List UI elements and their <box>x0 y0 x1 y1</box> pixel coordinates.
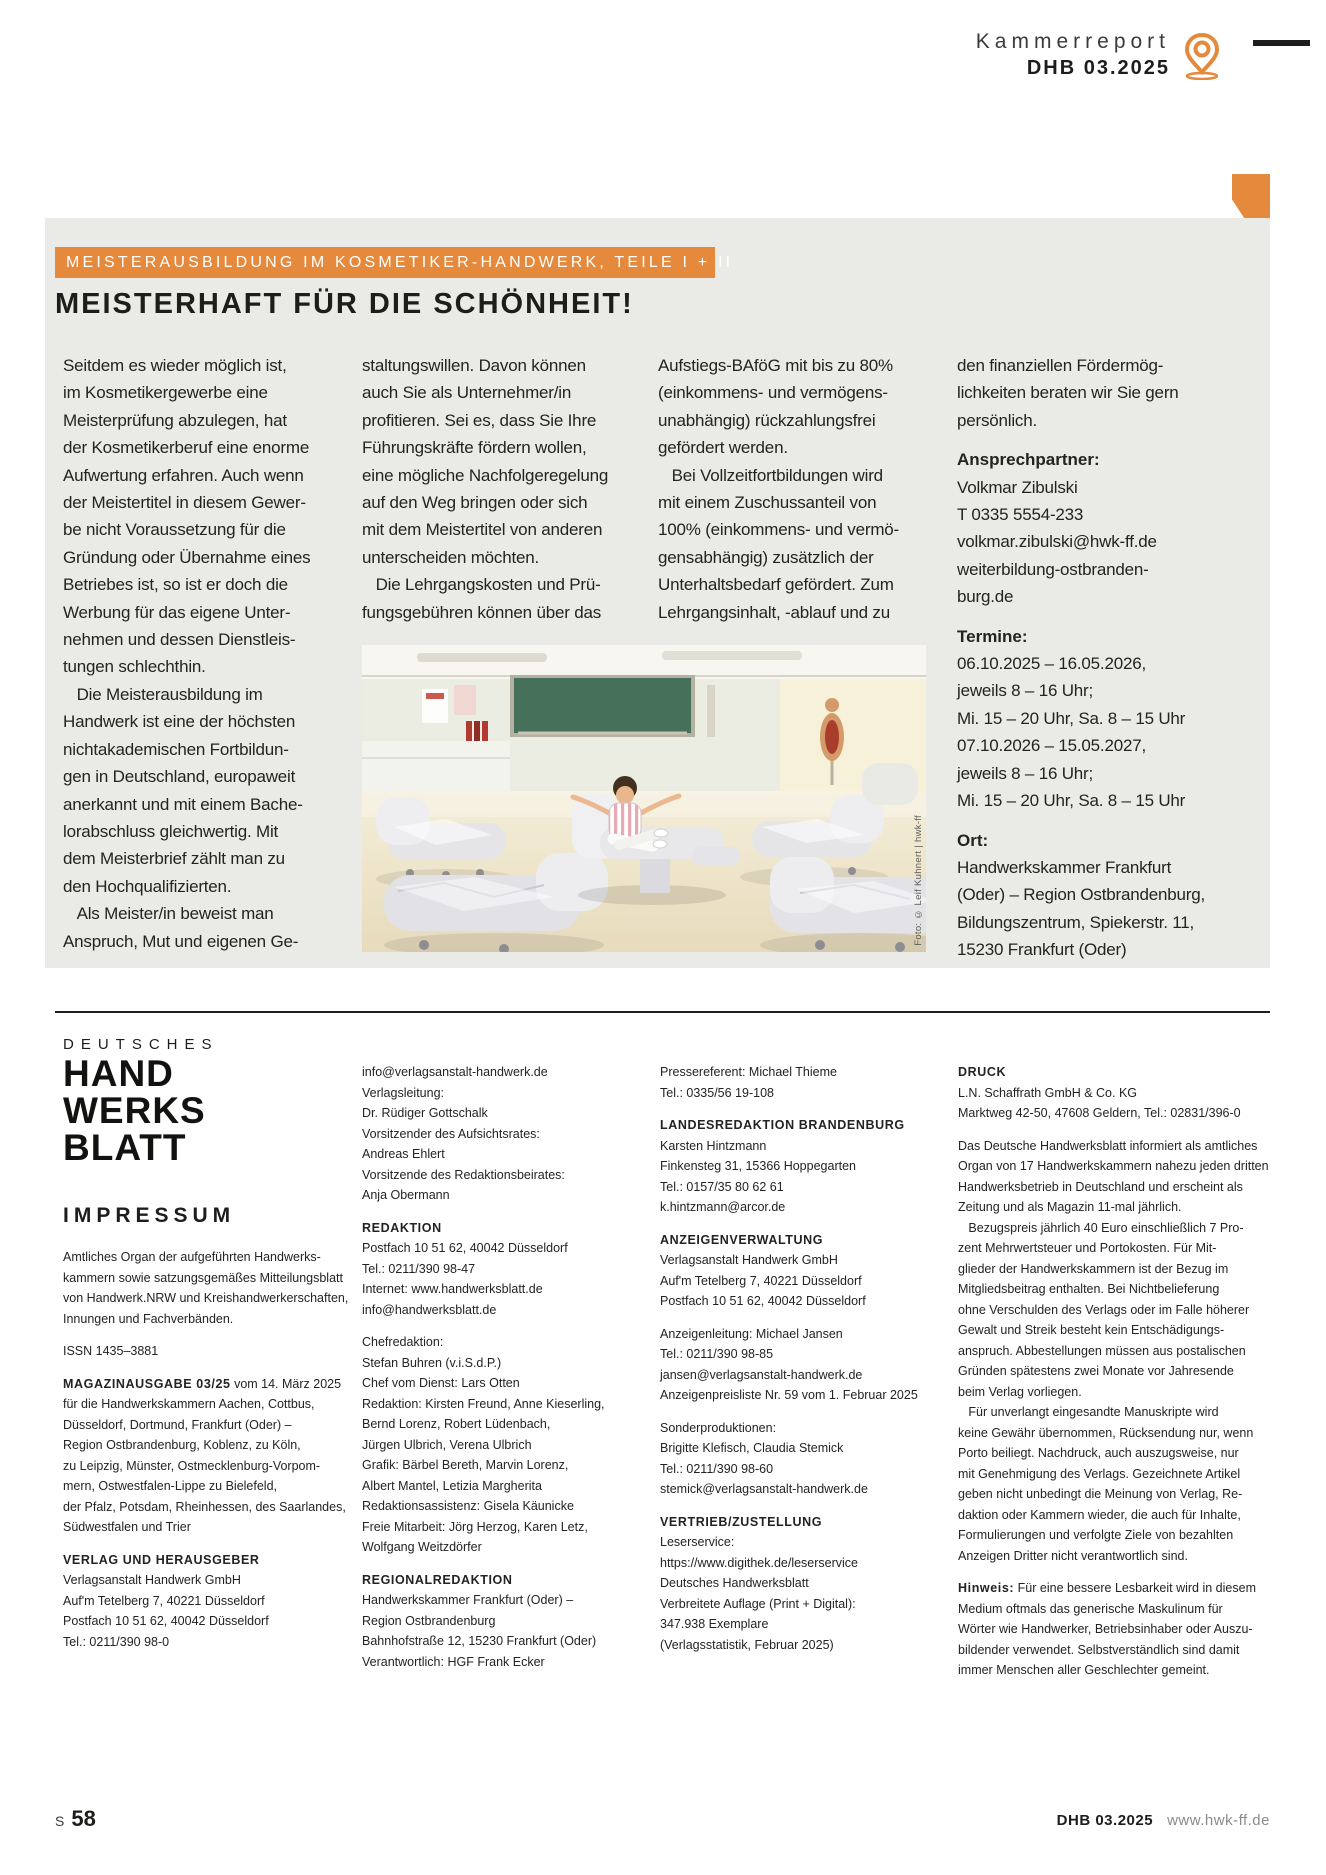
text-line: eine mögliche Nachfolgeregelung <box>362 465 609 485</box>
article-column-4 <box>957 352 1237 964</box>
orange-corner-mark <box>1232 174 1270 218</box>
text-line: Amtliches Organ der aufgeführten Handwerks- <box>63 1250 321 1264</box>
text-line: burg.de <box>957 587 1014 607</box>
text-line: gefördert werden. <box>658 438 788 458</box>
text-line: 347.938 Exemplare <box>660 1617 769 1631</box>
text-line: lichkeiten beraten wir Sie gern <box>957 383 1179 403</box>
article-column-2 <box>362 352 642 626</box>
text-line: Volkmar Zibulski <box>957 477 1078 497</box>
text-line: Anspruch, Mut und eigenen Ge- <box>63 931 299 951</box>
text-line: jeweils 8 – 16 Uhr; <box>957 763 1094 783</box>
text-line: VERTRIEB/ZUSTELLUNG <box>660 1514 823 1529</box>
article-column-1 <box>63 352 343 955</box>
impressum-column-3 <box>660 1062 918 1655</box>
text-line: Sonderproduktionen: <box>660 1420 777 1435</box>
impressum-divider <box>55 1011 1270 1013</box>
text-line: Anzeigenleitung: Michael Jansen <box>660 1326 843 1341</box>
text-line: Porto beiliegt. Nachdruck, auch auszugsweise, nur <box>958 1446 1239 1460</box>
text-line: Die Lehrgangskosten und Prü- <box>362 575 601 595</box>
text-line: Auf'm Tetelberg 7, 40221 Düsseldorf <box>63 1593 265 1608</box>
text-line: Innungen und Fachverbänden. <box>63 1311 234 1326</box>
text-line: Ort: <box>957 830 989 850</box>
text-line: zu Leipzig, Münster, Ostmecklenburg-Vorpom- <box>63 1458 321 1473</box>
text-line: Lehrgangsinhalt, -ablauf und zu <box>658 602 890 622</box>
text-line: (einkommens- und vermögens- <box>658 383 888 403</box>
text-line: immer Menschen aller Geschlechter gemeint. <box>958 1663 1210 1677</box>
text-line: weiterbildung-ostbranden- <box>957 559 1149 579</box>
text-line: Anzeigen Dritter nicht verantwortlich sind. <box>958 1548 1188 1563</box>
article-column-3 <box>658 352 938 626</box>
text-line: Vorsitzende des Redaktionsbeirates: <box>362 1167 565 1182</box>
impressum-column-1 <box>63 1247 348 1652</box>
text-line: auf den Weg bringen oder sich <box>362 493 588 513</box>
text-line: volkmar.zibulski@hwk-ff.de <box>957 532 1157 552</box>
text-line: Handwerksbetrieb in Deutschland und erscheint als <box>958 1179 1243 1194</box>
text-line: Unterhaltsbedarf gefördert. Zum <box>658 575 894 595</box>
text-line: info@verlagsanstalt-handwerk.de <box>362 1065 548 1079</box>
text-line: Bildungszentrum, Spiekerstr. 11, <box>957 912 1195 932</box>
text-line: Postfach 10 51 62, 40042 Düsseldorf <box>362 1241 568 1255</box>
text-line: (Verlagsstatistik, Februar 2025) <box>660 1637 834 1652</box>
text-line: Tel.: 0157/35 80 62 61 <box>660 1179 784 1194</box>
text-line: Stefan Buhren (v.i.S.d.P.) <box>362 1355 502 1370</box>
text-line: T 0335 5554-233 <box>957 505 1084 525</box>
text-line: 07.10.2026 – 15.05.2027, <box>957 736 1146 756</box>
text-line: ANZEIGENVERWALTUNG <box>660 1232 824 1247</box>
text-line: zent Mehrwertsteuer und Portokosten. Für Mit- <box>958 1241 1217 1255</box>
text-line: Chefredaktion: <box>362 1335 444 1349</box>
text-line: REGIONALREDAKTION <box>362 1572 513 1587</box>
text-line: Auf'm Tetelberg 7, 40221 Düsseldorf <box>660 1273 862 1288</box>
text-line: persönlich. <box>957 410 1038 430</box>
text-line: Für unverlangt eingesandte Manuskripte wird <box>958 1405 1219 1419</box>
footer-issue: DHB 03.2025 <box>1056 1812 1154 1829</box>
text-line: Pressereferent: Michael Thieme <box>660 1065 837 1079</box>
text-line: (Oder) – Region Ostbrandenburg, <box>957 885 1205 905</box>
footer-page-number: 58 <box>71 1806 96 1831</box>
text-line: Werbung für das eigene Unter- <box>63 602 291 622</box>
text-line: Das Deutsche Handwerksblatt informiert als amtliches <box>958 1138 1258 1153</box>
text-line: Mi. 15 – 20 Uhr, Sa. 8 – 15 Uhr <box>957 791 1186 811</box>
studio-photo-illustration <box>362 645 926 952</box>
text-line: L.N. Schaffrath GmbH & Co. KG <box>958 1085 1138 1100</box>
text-line: Redaktionsassistenz: Gisela Käunicke <box>362 1499 574 1513</box>
text-line: Dr. Rüdiger Gottschalk <box>362 1106 488 1120</box>
text-line: Region Ostbrandenburg <box>362 1613 496 1628</box>
text-line: Medium oftmals das generische Maskulinum für <box>958 1601 1223 1616</box>
text-line: Handwerkskammer Frankfurt <box>957 857 1172 877</box>
text-line: 06.10.2025 – 16.05.2026, <box>957 654 1146 674</box>
text-line: ohne Verschulden des Verlags oder im Falle höherer <box>958 1302 1250 1317</box>
text-line: unterscheiden möchten. <box>362 547 540 567</box>
text-line: REDAKTION <box>362 1220 442 1235</box>
header-issue: DHB 03.2025 <box>1026 57 1170 79</box>
impressum-column-4 <box>958 1062 1269 1681</box>
text-line: lorabschluss gleichwertig. Mit <box>63 821 279 841</box>
text-line: von Handwerk.NRW und Kreishandwerkerschaften, <box>63 1291 349 1305</box>
text-line: Postfach 10 51 62, 40042 Düsseldorf <box>63 1614 269 1628</box>
text-line: Ansprechpartner: <box>957 450 1100 470</box>
text-line: Handwerk ist eine der höchsten <box>63 712 296 732</box>
text-line: Handwerkskammer Frankfurt (Oder) – <box>362 1593 574 1607</box>
text-line: Bernd Lorenz, Robert Lüdenbach, <box>362 1417 551 1431</box>
text-line: den Hochqualifizierten. <box>63 876 232 896</box>
text-line: Organ von 17 Handwerkskammern nahezu jeden dritten <box>958 1159 1269 1173</box>
text-line: Verantwortlich: HGF Frank Ecker <box>362 1654 545 1669</box>
text-line: be nicht Voraussetzung für die <box>63 520 286 540</box>
text-line: daktion oder Kammern wieder, die auch für Inhalte, <box>958 1507 1241 1522</box>
text-line: Albert Mantel, Letizia Margherita <box>362 1478 542 1493</box>
text-line: gen in Deutschland, europaweit <box>63 767 296 787</box>
text-line: Internet: www.handwerksblatt.de <box>362 1282 543 1296</box>
text-line: Tel.: 0211/390 98-47 <box>362 1261 476 1276</box>
text-line: Anja Obermann <box>362 1188 450 1202</box>
text-line: beim Verlag vorliegen. <box>958 1384 1082 1399</box>
text-line: Bezugspreis jährlich 40 Euro einschließlich 7 Pro- <box>958 1220 1244 1235</box>
text-line: im Kosmetikergewerbe eine <box>63 383 268 403</box>
text-line: Als Meister/in beweist man <box>63 904 274 924</box>
text-line: Grafik: Bärbel Bereth, Marvin Lorenz, <box>362 1458 569 1472</box>
text-line: 15230 Frankfurt (Oder) <box>957 940 1127 960</box>
footer-page-number-group <box>55 1806 96 1832</box>
text-line: VERLAG UND HERAUSGEBER <box>63 1552 260 1567</box>
text-line: Karsten Hintzmann <box>660 1138 767 1153</box>
handwerksblatt-logo <box>63 1036 219 1168</box>
impressum-heading: IMPRESSUM <box>63 1204 236 1227</box>
text-line: Tel.: 0211/390 98-85 <box>660 1347 774 1361</box>
text-line: staltungswillen. Davon können <box>362 356 586 375</box>
text-line: Tel.: 0211/390 98-60 <box>660 1461 774 1476</box>
text-line: mit einem Zuschussanteil von <box>658 493 877 513</box>
text-line: jansen@verlagsanstalt-handwerk.de <box>660 1367 863 1382</box>
text-line: Verlagsanstalt Handwerk GmbH <box>63 1573 241 1587</box>
text-line: der Kosmetikerberuf eine enorme <box>63 438 310 458</box>
text-line: kammern sowie satzungsgemäßes Mitteilungsblatt <box>63 1270 343 1285</box>
impressum-column-2 <box>362 1062 605 1672</box>
article-photo <box>362 645 926 952</box>
text-line: Postfach 10 51 62, 40042 Düsseldorf <box>660 1294 866 1308</box>
text-line: den finanziellen Fördermög- <box>957 356 1164 375</box>
footer-issue-group <box>1057 1812 1270 1829</box>
text-line: Zeitung und als Magazin 11-mal jährlich. <box>958 1200 1182 1214</box>
text-line: glieder der Handwerkskammern ist der Bezug im <box>958 1261 1229 1276</box>
text-line: Region Ostbrandenburg, Koblenz, zu Köln, <box>63 1438 301 1452</box>
text-line: Marktweg 42-50, 47608 Geldern, Tel.: 02831/396-0 <box>958 1106 1241 1120</box>
article-kicker-band: MEISTERAUSBILDUNG IM KOSMETIKER-HANDWERK, TEILE I + II <box>55 247 715 278</box>
text-line: anerkannt und mit einem Bache- <box>63 794 303 814</box>
text-line: Mitgliedsbeitrag enthalten. Bei Nichtbelieferung <box>958 1282 1220 1296</box>
text-line: Aufwertung erfahren. Auch wenn <box>63 465 304 485</box>
text-line: der Meistertitel in diesem Gewer- <box>63 493 306 513</box>
text-line: DRUCK <box>958 1065 1007 1079</box>
text-line: Betriebes ist, so ist er doch die <box>63 575 288 595</box>
text-line: bildender verwendet. Selbstverständlich sind damit <box>958 1642 1240 1657</box>
text-line: stemick@verlagsanstalt-handwerk.de <box>660 1482 868 1496</box>
location-pin-icon <box>1180 32 1224 80</box>
text-line: Vorsitzender des Aufsichtsrates: <box>362 1126 540 1141</box>
text-line: fungsgebühren können über das <box>362 602 602 622</box>
text-line: geben nicht unbedingt die Meinung von Verlag, Re- <box>958 1487 1243 1501</box>
text-line: Seitdem es wieder möglich ist, <box>63 356 287 375</box>
chalkboard <box>510 675 695 737</box>
text-line: keine Gewähr übernommen, Rücksendung nur, wenn <box>958 1425 1254 1440</box>
text-line: nichtakademischen Fortbildun- <box>63 739 289 759</box>
text-line: Bei Vollzeitfortbildungen wird <box>658 465 883 485</box>
text-line: mit dem Meistertitel von anderen <box>362 520 603 540</box>
text-line: Termine: <box>957 626 1028 646</box>
text-line: Finkensteg 31, 15366 Hoppegarten <box>660 1159 856 1173</box>
text-line: mern, Ostwestfalen-Lippe zu Bielefeld, <box>63 1479 277 1493</box>
text-line: anspruch. Abbestellungen müssen aus postalischen <box>958 1343 1246 1358</box>
text-line: profitieren. Sei es, dass Sie Ihre <box>362 410 597 430</box>
text-line: dem Meisterbrief zählt man zu <box>63 849 285 869</box>
text-line: Jürgen Ulbrich, Verena Ulbrich <box>362 1437 532 1452</box>
text-line: tungen schlechthin. <box>63 657 206 677</box>
text-line: Verbreitete Auflage (Print + Digital): <box>660 1596 856 1611</box>
text-line: Tel.: 0335/56 19-108 <box>660 1085 774 1100</box>
footer-website: www.hwk-ff.de <box>1167 1812 1270 1829</box>
text-line: jeweils 8 – 16 Uhr; <box>957 681 1094 701</box>
text-line: unabhängig) rückzahlungsfrei <box>658 410 876 430</box>
text-line: Anzeigenpreisliste Nr. 59 vom 1. Februar 2025 <box>660 1388 918 1402</box>
text-line: Aufstiegs-BAföG mit bis zu 80% <box>658 356 893 375</box>
logo-line-werks: WERKS <box>63 1090 206 1131</box>
text-line: Tel.: 0211/390 98-0 <box>63 1634 170 1649</box>
text-line: Gründung oder Übernahme eines <box>63 547 311 567</box>
text-line: Verlagsleitung: <box>362 1085 445 1100</box>
text-line: Brigitte Klefisch, Claudia Stemick <box>660 1441 844 1455</box>
text-line: Die Meisterausbildung im <box>63 684 263 704</box>
text-line: nehmen und dessen Dienstleis- <box>63 630 296 650</box>
logo-deutsches: DEUTSCHES <box>63 1036 219 1053</box>
text-line: Südwestfalen und Trier <box>63 1520 191 1534</box>
text-line: Hinweis: Für eine bessere Lesbarkeit wird in diesem <box>958 1581 1256 1595</box>
text-line: Mi. 15 – 20 Uhr, Sa. 8 – 15 Uhr <box>957 708 1186 728</box>
trim-bar <box>1253 40 1310 46</box>
text-line: gensabhängig) zusätzlich der <box>658 547 874 567</box>
text-line: Freie Mitarbeit: Jörg Herzog, Karen Letz, <box>362 1519 588 1534</box>
logo-line-hand: HAND <box>63 1053 174 1094</box>
text-line: Gründen spätestens zwei Monate vor Jahresende <box>958 1364 1234 1378</box>
text-line: für die Handwerkskammern Aachen, Cottbus, <box>63 1397 315 1411</box>
text-line: der Pfalz, Potsdam, Rheinhessen, des Saarlandes, <box>63 1499 346 1514</box>
text-line: Gewalt und Streik besteht kein Entschädigungs- <box>958 1323 1225 1337</box>
far-right-chair <box>862 763 918 805</box>
footer-page-prefix: S <box>55 1813 65 1829</box>
text-line: Wolfgang Weitzdörfer <box>362 1540 482 1554</box>
text-line: Meisterprüfung abzulegen, hat <box>63 410 287 430</box>
text-line: auch Sie als Unternehmer/in <box>362 383 572 403</box>
header-kicker: Kammerreport <box>975 30 1170 53</box>
text-line: Chef vom Dienst: Lars Otten <box>362 1376 520 1390</box>
text-line: MAGAZINAUSGABE 03/25 vom 14. März 2025 <box>63 1376 342 1391</box>
text-line: Führungskräfte fördern wollen, <box>362 438 587 458</box>
article-title: MEISTERHAFT FÜR DIE SCHÖNHEIT! <box>55 288 634 320</box>
text-line: Verlagsanstalt Handwerk GmbH <box>660 1253 838 1267</box>
text-line: Andreas Ehlert <box>362 1147 445 1161</box>
text-line: Formulierungen und verfolgte Ziele von bezahlten <box>958 1528 1234 1542</box>
text-line: Bahnhofstraße 12, 15230 Frankfurt (Oder) <box>362 1634 597 1648</box>
text-line: info@handwerksblatt.de <box>362 1302 497 1317</box>
text-line: LANDESREDAKTION BRANDENBURG <box>660 1118 905 1132</box>
text-line: k.hintzmann@arcor.de <box>660 1200 786 1214</box>
text-line: Deutsches Handwerksblatt <box>660 1576 809 1590</box>
text-line: ISSN 1435–3881 <box>63 1344 159 1358</box>
text-line: Redaktion: Kirsten Freund, Anne Kieserling, <box>362 1396 605 1411</box>
text-line: 100% (einkommens- und vermö- <box>658 520 899 540</box>
text-line: Leserservice: <box>660 1535 735 1549</box>
logo-line-blatt: BLATT <box>63 1127 187 1168</box>
text-line: Düsseldorf, Dortmund, Frankfurt (Oder) – <box>63 1417 292 1432</box>
photo-credit: Foto: © Leif Kuhnert | hwk-ff <box>913 815 924 946</box>
text-line: mit Genehmigung des Verlags. Gezeichnete Artikel <box>958 1466 1241 1481</box>
text-line: Wörter wie Handwerker, Betriebsinhaber oder Auszu- <box>958 1622 1253 1636</box>
text-line: https://www.digithek.de/leserservice <box>660 1555 859 1570</box>
